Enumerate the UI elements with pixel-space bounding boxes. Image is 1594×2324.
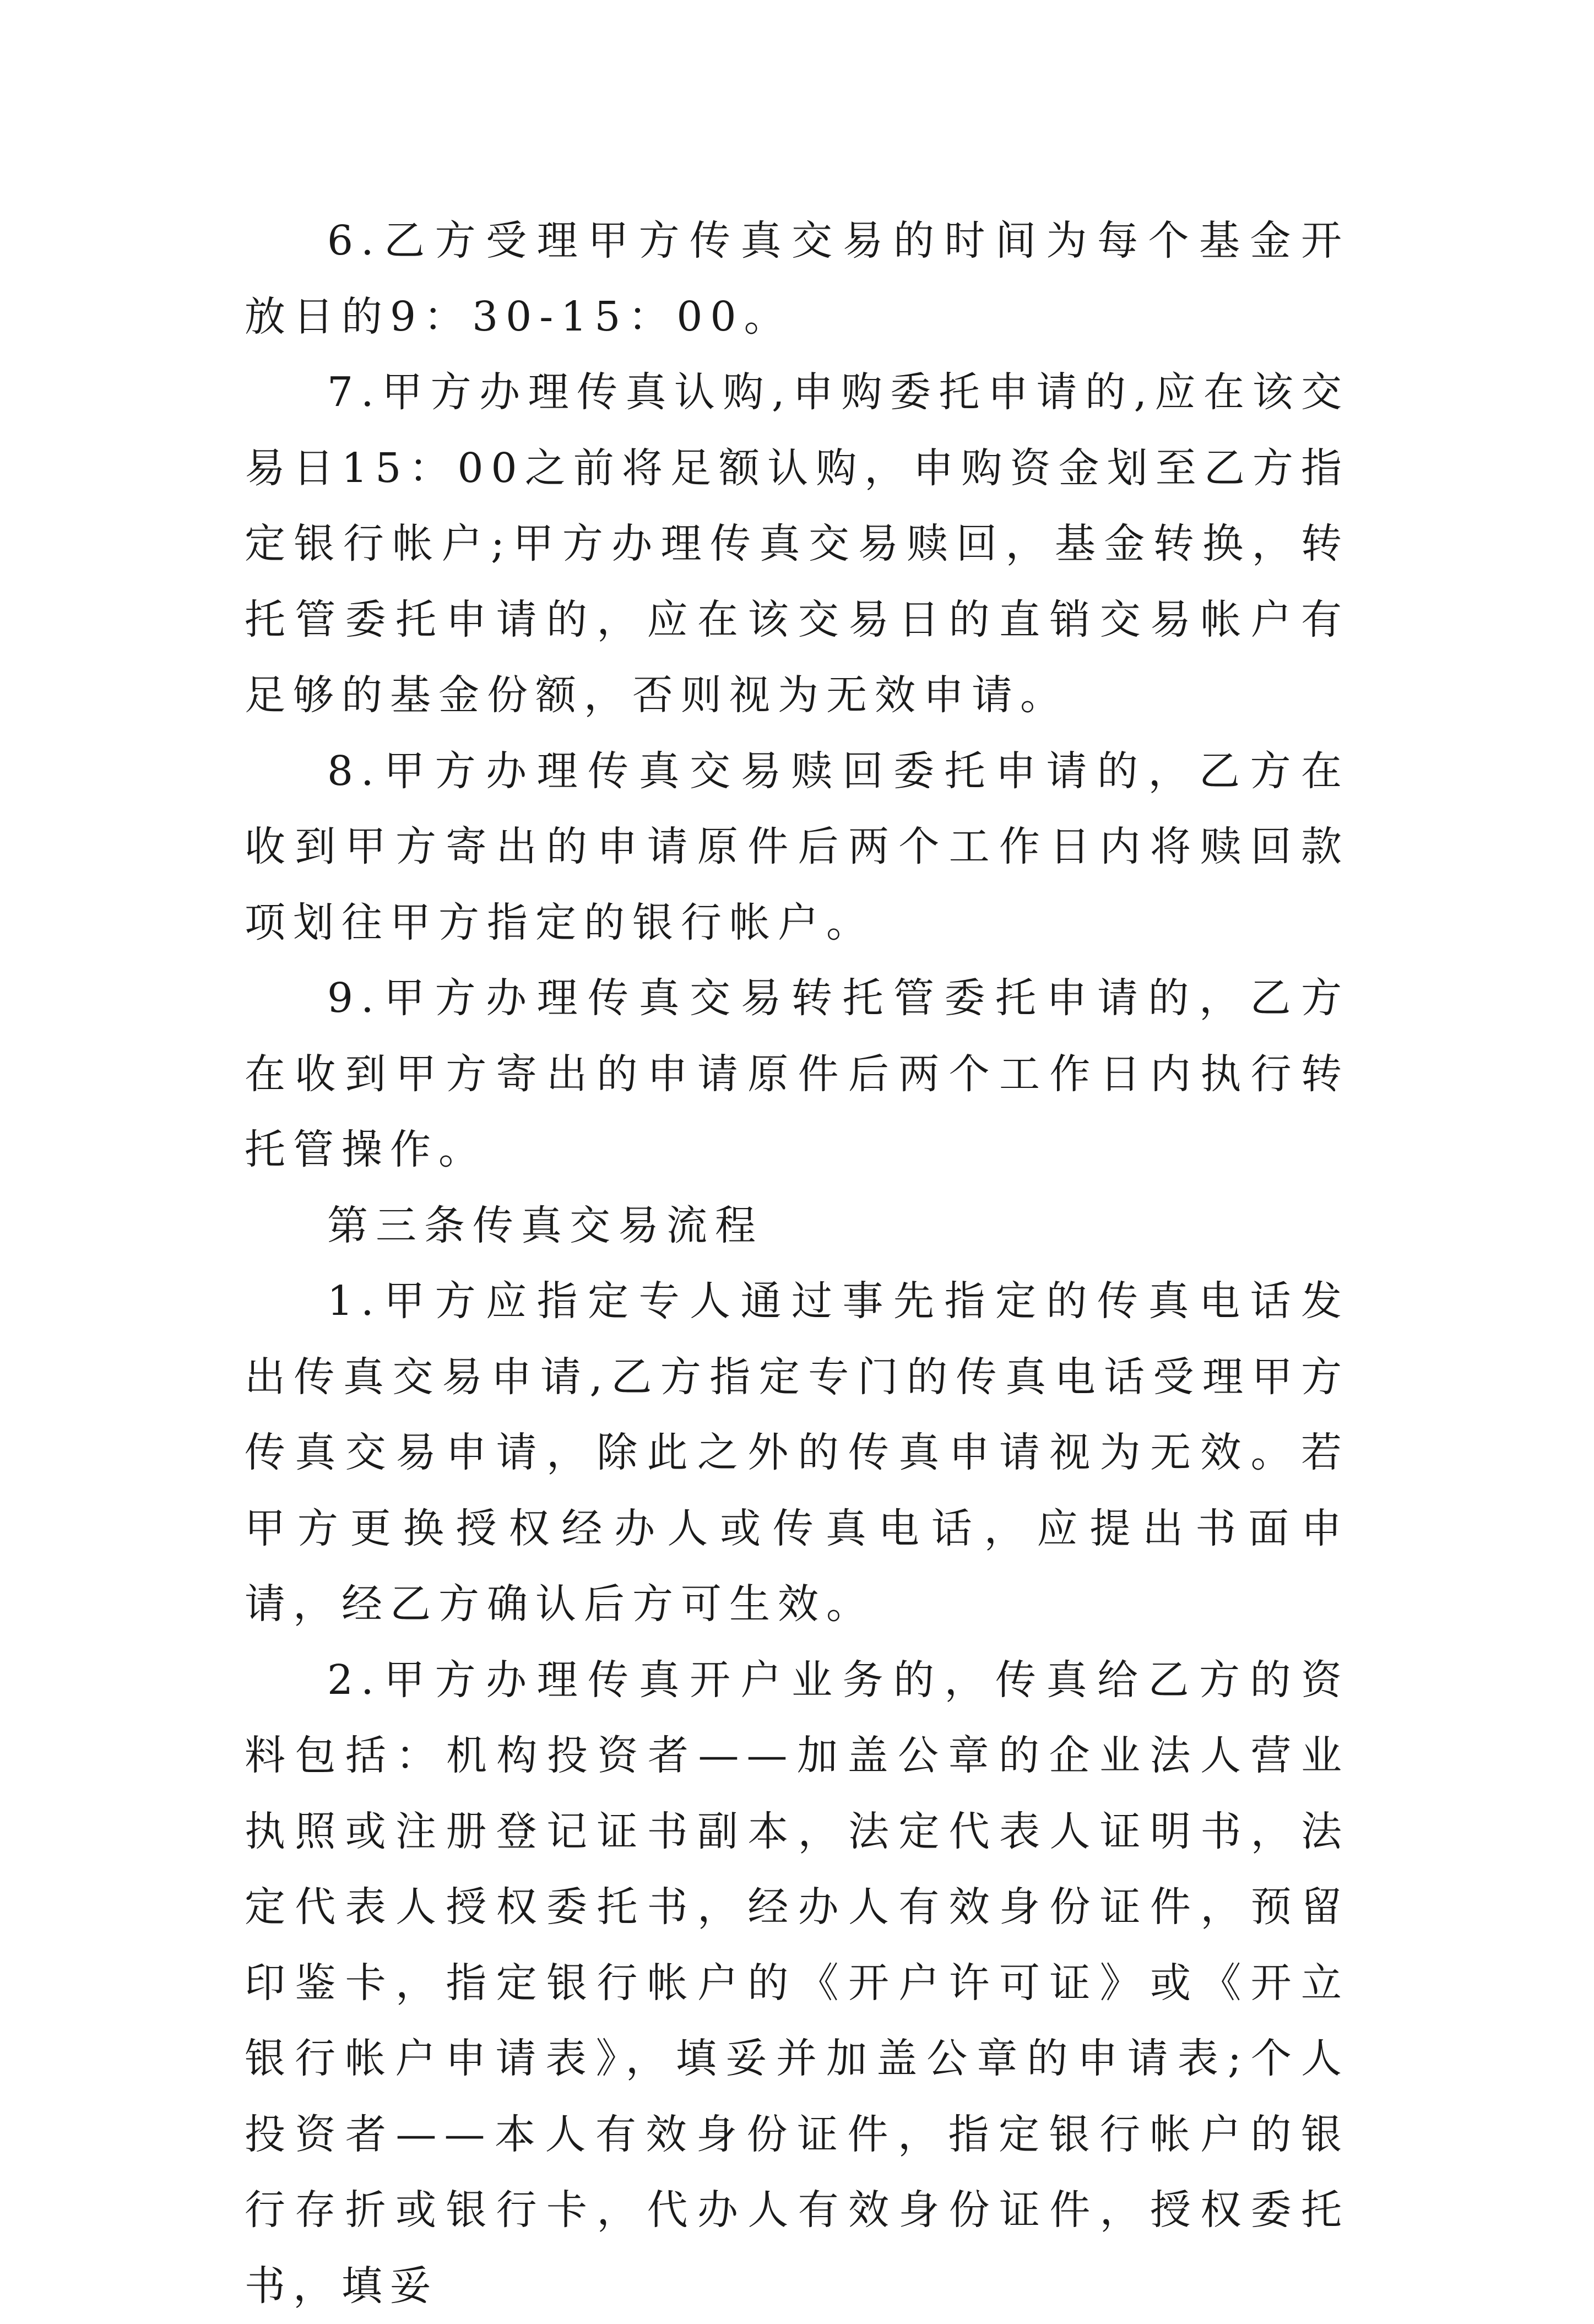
paragraph-item-7: 7.甲方办理传真认购,申购委托申请的,应在该交易日15：00之前将足额认购，申购资金划至乙方指定银行帐户;甲方办理传真交易赎回，基金转换，转托管委托申请的，应在该交易日的直销交易帐户有足够的基金份额，否则视为无效申请。: [245, 355, 1349, 734]
document-body: [245, 203, 1349, 2324]
paragraph-item-1: 1.甲方应指定专人通过事先指定的传真电话发出传真交易申请,乙方指定专门的传真电话受理甲方传真交易申请，除此之外的传真申请视为无效。若甲方更换授权经办人或传真电话，应提出书面申请，经乙方确认后方可生效。: [245, 1264, 1349, 1643]
paragraph-item-2: 2.甲方办理传真开户业务的，传真给乙方的资料包括：机构投资者——加盖公章的企业法人营业执照或注册登记证书副本，法定代表人证明书，法定代表人授权委托书，经办人有效身份证件，预留印鉴卡，指定银行帐户的《开户许可证》或《开立银行帐户申请表》，填妥并加盖公章的申请表;个人投资者——本人有效身份证件，指定银行帐户的银行存折或银行卡，代办人有效身份证件，授权委托书，填妥: [245, 1643, 1349, 2324]
paragraph-item-6: 6.乙方受理甲方传真交易的时间为每个基金开放日的9：30-15：00。: [245, 203, 1349, 355]
paragraph-item-8: 8.甲方办理传真交易赎回委托申请的，乙方在收到甲方寄出的申请原件后两个工作日内将赎回款项划往甲方指定的银行帐户。: [245, 734, 1349, 961]
section-heading: 第三条传真交易流程: [245, 1188, 1349, 1264]
paragraph-item-9: 9.甲方办理传真交易转托管委托申请的，乙方在收到甲方寄出的申请原件后两个工作日内执行转托管操作。: [245, 961, 1349, 1188]
